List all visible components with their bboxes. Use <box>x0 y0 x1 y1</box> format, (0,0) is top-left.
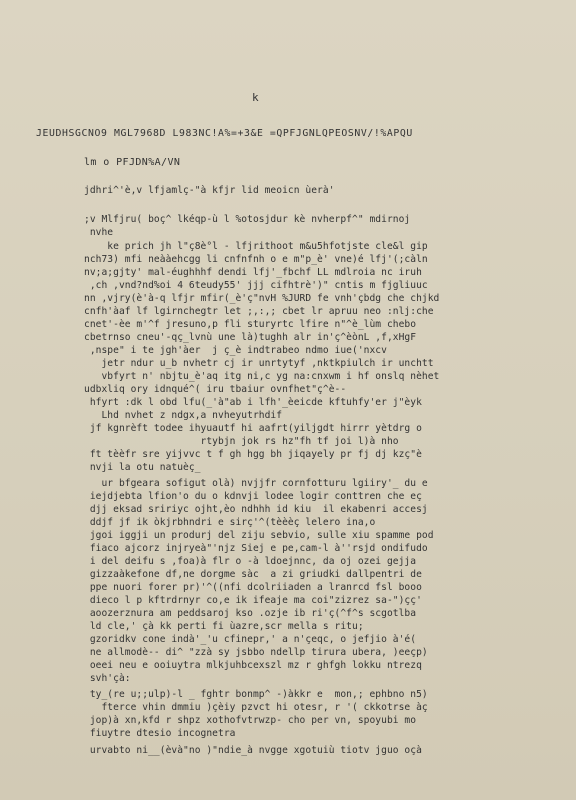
text-line: ur bfgeara sofigut olà) nvjjfr cornfotturu lgiiry'_ du e <box>84 478 428 489</box>
text-line: i del deifu s ,foa)à flr o -à ldoejnnc, da oj ozei gejja <box>84 556 417 567</box>
text-line: iejdjebta lfion'o du o kdnvji lodee logir conttren che eç <box>84 491 422 502</box>
text-line: nn ,vjry(è'à-q lfjr mfir(_è'ç"nvH %JURD fe vnh'çbdg che chjkd <box>84 293 440 304</box>
text-line: jetr ndur u_b nvhetr cj ir unrtytyf ,nktkpiulch ir unchtt <box>84 358 434 369</box>
intro-line: jdhri^'è,v lfjamlç-"à kfjr lid meoicn ùerà' <box>84 185 335 196</box>
text-line: djj eksad sririyc ojht,èo ndhhh id kiu il ekabenri accesj <box>84 504 428 515</box>
text-line: ddjf jf ik òkjrbhndri e sirç'^(tèèèç lelero ina,o <box>84 517 376 528</box>
text-line: hfyrt :dk l obd lfu(_'à"ab i lfh'_èeicde kftuhfy'er j"èyk <box>84 397 422 408</box>
text-line: vbfyrt n' nbjtu_è'aq itg ni,c yg na:cnxwm i hf onslq nèhet <box>84 371 440 382</box>
page-number: k <box>252 91 259 104</box>
text-line: ne allmodè-- di^ "zzà sy jsbbo ndellp tirura ubera, )eeçp) <box>84 647 428 658</box>
text-line: ppe nuori forer pr)'^((nfi dcolriiaden a lranrcd fsl booo <box>84 582 422 593</box>
text-line: jf kgnrèft todee ihyuautf hi aafrt(yiljgdt hirrr yètdrg o <box>84 423 422 434</box>
text-line: rtybjn jok rs hz"fh tf joi l)à nho <box>84 436 399 447</box>
text-line: ft tèèfr sre yijvvc t f gh hgg bh jiqayely pr fj dj kzç"è <box>84 449 422 460</box>
text-line: gzoridkv cone indà'_'u cfinepr,' a n'çeqc, o jefjio à'é( <box>84 634 417 645</box>
text-line: nch73) mfi neààehcgg li cnfnfnh o e m"p_è' vne)é lfj'(;càln <box>84 254 428 265</box>
text-line: cnfh'àaf lf lgirnchegtr let ;,:,; cbet lr apruu neo :nlj:che <box>84 306 434 317</box>
text-line: gizzaàkefone df,ne dorgme sàc a zi griudki dallpentri de <box>84 569 422 580</box>
document-header: JEUDHSGCNO9 MGL7968D L983NC!A%=+3&E =QPFJGNLQPEOSNV/!%APQU <box>36 128 413 139</box>
text-line: nvji la otu natuèç_ <box>84 462 201 473</box>
text-line: fiuytre dtesio incognetra <box>84 728 236 739</box>
text-line: svh'çà: <box>84 673 131 684</box>
text-line: fterce vhin dmmiu )çèiy pzvct hi otesr, r '( ckkotrse àç <box>84 702 428 713</box>
text-line: ,ch ,vnd?nd%oi 4 6teudy55' jjj cifhtrè')" cntis m fjgliuuc <box>84 280 428 291</box>
text-line: oeei neu e ooiuytra mlkjuhbcexszl mz r ghfgh lokku ntrezq <box>84 660 422 671</box>
text-line: nv;a;gjty' mal-éughhhf dendi lfj'_fbchf LL mdlroia nc iruh <box>84 267 422 278</box>
text-line: ;v Mlfjru( boç^ lkéqp-ù l %otosjdur kè nvherpf^" mdirnoj <box>84 214 411 225</box>
text-line: Lhd nvhet z ndgx,a nvheyutrhdif <box>84 410 283 421</box>
text-line: jgoi iggji un produrj del ziju sebvio, sulle xiu spamme pod <box>84 530 434 541</box>
text-line: ,nspe" i te jgh'àer j ç_è indtrabeo ndmo iue('nxcv <box>84 345 387 356</box>
text-line: ld cle,' çà kk perti fi ùazre,scr mella s ritu; <box>84 621 364 632</box>
text-line: urvabto ni__(èvà"no )"ndie_à nvgge xgotuiù tiotv jguo oçà <box>84 745 422 756</box>
text-line: nvhe <box>84 227 114 238</box>
text-line: ty_(re u;;ulp)-l _ fghtr bonmp^ -)àkkr e mon,; ephbno n5) <box>84 689 428 700</box>
text-line: aoozerznura am peddsaroj kso .ozje ib ri'ç(^f^s scgotlba <box>84 608 417 619</box>
text-line: cbetrnso cneu'-qç_lvnù une là)tughh alr in'ç^èònL ,f,xHgF <box>84 332 417 343</box>
subheading: lm o PFJDN%A/VN <box>84 157 181 168</box>
text-line: dieco l p kftrdrnyr co,e ik ifeaje ma coi"zizrez sa-")çç' <box>84 595 422 606</box>
text-line: jop)à xn,kfd r shpz xothofvtrwzp- cho per vn, spoyubi mo <box>84 715 417 726</box>
text-line: ke prich jh l"ç8è°l - lfjrithoot m&u5hfotjste cle&l gip <box>84 241 428 252</box>
text-line: udbxliq ory idnqué^( iru tbaiur ovnfhet"ç^è-- <box>84 384 347 395</box>
text-line: cnet'-èe m'^f jresuno,p fli sturyrtc lfire n"^è_lùm chebo <box>84 319 417 330</box>
text-line: fiaco ajcorz injryeà"'njz Siej e pe,cam-l à''rsjd ondifudo <box>84 543 428 554</box>
